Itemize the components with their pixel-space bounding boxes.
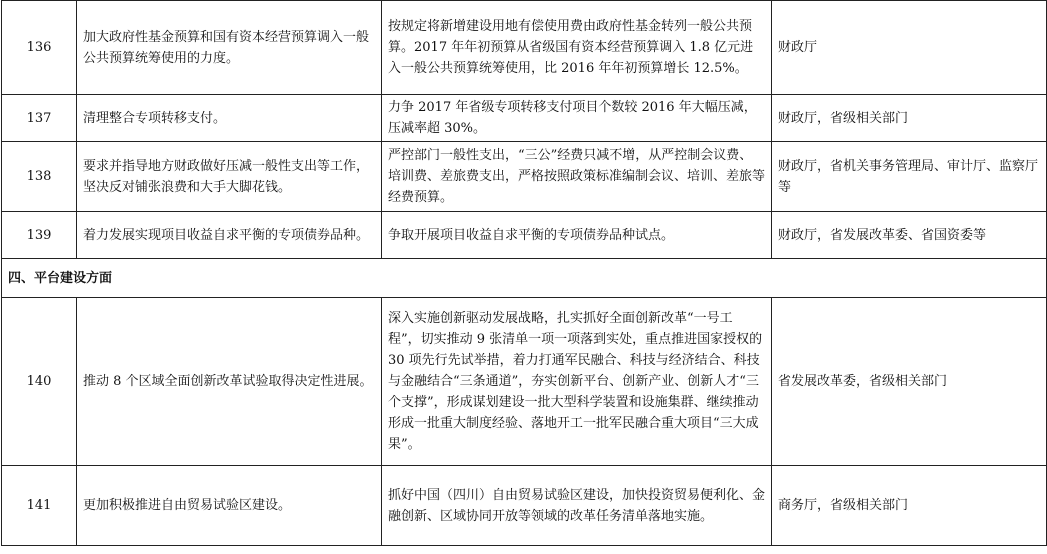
department-cell: 财政厅，省级相关部门 [772, 95, 1047, 142]
table-row [2, 142, 1047, 212]
row-number: 136 [2, 1, 77, 95]
section-heading: 四、平台建设方面 [2, 259, 1047, 298]
table-row [2, 212, 1047, 259]
row-number: 139 [2, 212, 77, 259]
measure-cell: 争取开展项目收益自求平衡的专项债券品种试点。 [382, 212, 772, 259]
department-cell: 财政厅 [772, 1, 1047, 95]
row-number: 140 [2, 298, 77, 466]
measure-cell: 抓好中国（四川）自由贸易试验区建设，加快投资贸易便利化、金融创新、区域协同开放等领域的改革任务清单落地实施。 [382, 466, 772, 546]
department-cell: 财政厅，省机关事务管理局、审计厅、监察厅等 [772, 142, 1047, 212]
row-number: 138 [2, 142, 77, 212]
table-row [2, 298, 1047, 466]
department-cell: 财政厅，省发展改革委、省国资委等 [772, 212, 1047, 259]
task-cell: 着力发展实现项目收益自求平衡的专项债券品种。 [77, 212, 382, 259]
department-cell: 省发展改革委，省级相关部门 [772, 298, 1047, 466]
measure-cell: 严控部门一般性支出，“三公”经费只减不增，从严控制会议费、培训费、差旅费支出，严格按照政策标准编制会议、培训、差旅等经费预算。 [382, 142, 772, 212]
table-row [2, 95, 1047, 142]
task-cell: 加大政府性基金预算和国有资本经营预算调入一般公共预算统筹使用的力度。 [77, 1, 382, 95]
policy-task-table [1, 0, 1047, 546]
measure-cell: 力争 2017 年省级专项转移支付项目个数较 2016 年大幅压减，压减率超 30%。 [382, 95, 772, 142]
section-row [2, 259, 1047, 298]
task-cell: 更加积极推进自由贸易试验区建设。 [77, 466, 382, 546]
table-row [2, 466, 1047, 546]
row-number: 137 [2, 95, 77, 142]
department-cell: 商务厅，省级相关部门 [772, 466, 1047, 546]
task-cell: 清理整合专项转移支付。 [77, 95, 382, 142]
task-cell: 要求并指导地方财政做好压减一般性支出等工作，坚决反对铺张浪费和大手大脚花钱。 [77, 142, 382, 212]
table-row [2, 1, 1047, 95]
row-number: 141 [2, 466, 77, 546]
task-cell: 推动 8 个区域全面创新改革试验取得决定性进展。 [77, 298, 382, 466]
measure-cell: 按规定将新增建设用地有偿使用费由政府性基金转列一般公共预算。2017 年年初预算从省级国有资本经营预算调入 1.8 亿元进入一般公共预算统筹使用，比 2016 年年初预算增长 12.5%。 [382, 1, 772, 95]
measure-cell: 深入实施创新驱动发展战略，扎实抓好全面创新改革“一号工程”，切实推动 9 张清单一项一项落到实处，重点推进国家授权的 30 项先行先试举措，着力打通军民融合、科技与经济结合、科技与金融结合“三条通道”，夯实创新平台、创新产业、创新人才“三个支撑”，形成谋划建设一批大型科学装置和设施集群、继续推动形成一批重大制度经验、落地开工一批军民融合重大项目“三大成果”。 [382, 298, 772, 466]
